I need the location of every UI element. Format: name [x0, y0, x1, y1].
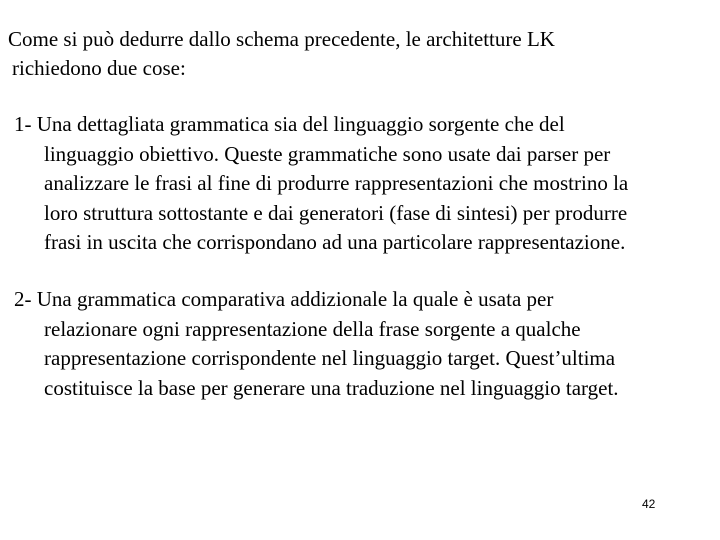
item-1-line-5: frasi in uscita che corrispondano ad una particolare rappresentazione. [44, 230, 626, 254]
item-2-line-3: rappresentazione corrispondente nel linguaggio target. Quest’ultima [44, 346, 616, 370]
item-2-line-4: costituisce la base per generare una traduzione nel linguaggio target. [44, 375, 619, 400]
item-1-line-1: 1- Una dettagliata grammatica sia del linguaggio sorgente che del [14, 112, 565, 136]
numbered-item-2 [14, 285, 619, 403]
item-2-line-2: relazionare ogni rappresentazione della frase sorgente a qualche [44, 316, 581, 341]
numbered-item-1 [14, 110, 628, 258]
page-number: 42 [642, 497, 656, 511]
item-2-line-1: 2- Una grammatica comparativa addizionale la quale è usata per [14, 287, 554, 311]
intro-line-1: Come si può dedurre dallo schema precedente, le architetture LK [8, 27, 555, 51]
item-1-line-3: analizzare le frasi al fine di produrre rappresentazioni che mostrino la [44, 171, 629, 195]
intro-line-2: richiedono due cose: [12, 56, 186, 80]
item-1-line-4: loro struttura sottostante e dai generatori (fase di sintesi) per produrre [44, 200, 628, 225]
item-1-line-2: linguaggio obiettivo. Queste grammatiche sono usate dai parser per [44, 141, 611, 166]
